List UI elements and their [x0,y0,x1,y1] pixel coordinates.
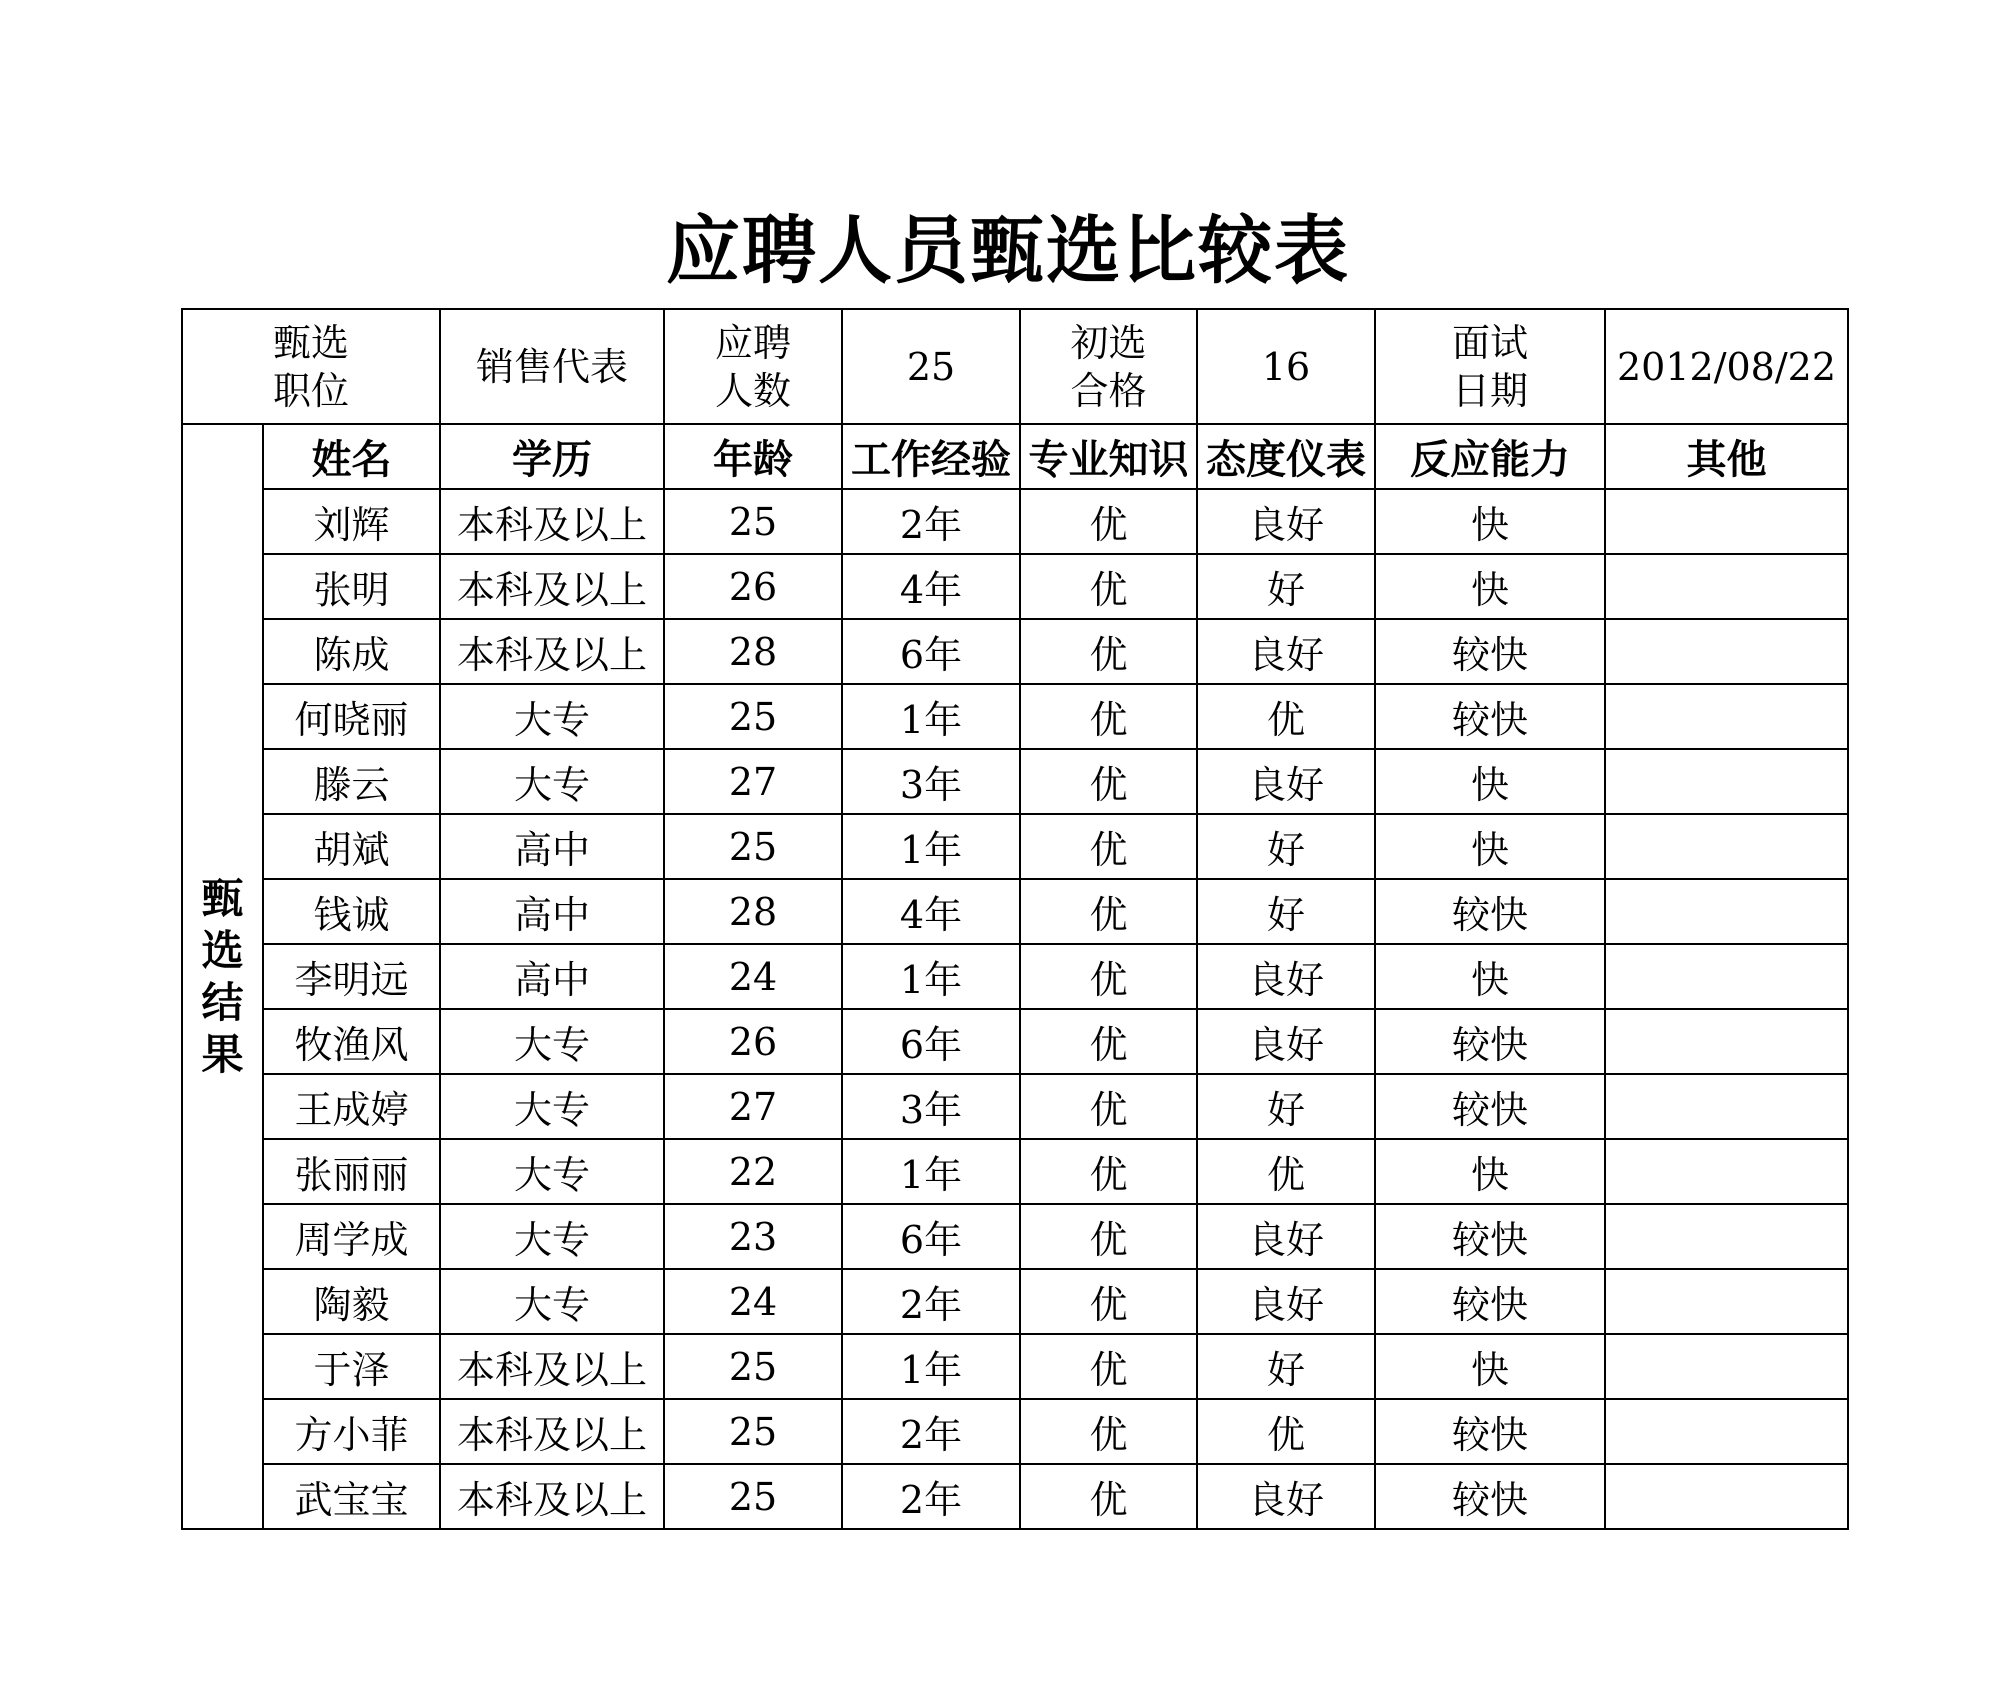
cell-attitude[interactable]: 好 [1197,554,1375,619]
cell-other[interactable] [1605,879,1848,944]
cell-response[interactable]: 较快 [1375,1464,1605,1529]
cell-age[interactable]: 24 [664,1269,842,1334]
applicants-value[interactable]: 25 [842,309,1020,424]
cell-experience[interactable]: 4年 [842,554,1020,619]
interview-label: 面试 日期 [1375,309,1605,424]
cell-experience[interactable]: 6年 [842,1204,1020,1269]
cell-response[interactable]: 较快 [1375,684,1605,749]
cell-other[interactable] [1605,1139,1848,1204]
cell-experience[interactable]: 3年 [842,749,1020,814]
cell-skill[interactable]: 优 [1020,1204,1197,1269]
table-row [182,1204,1848,1269]
cell-education[interactable]: 本科及以上 [440,1464,664,1529]
selection-table [181,308,1849,1530]
cell-name[interactable]: 张明 [263,554,440,619]
cell-experience[interactable]: 1年 [842,1334,1020,1399]
table-row [182,684,1848,749]
cell-age[interactable]: 27 [664,1074,842,1139]
cell-age[interactable]: 24 [664,944,842,1009]
applicants-label: 应聘 人数 [664,309,842,424]
cell-attitude[interactable]: 良好 [1197,1269,1375,1334]
cell-attitude[interactable]: 优 [1197,1399,1375,1464]
cell-education[interactable]: 大专 [440,1269,664,1334]
cell-name[interactable]: 周学成 [263,1204,440,1269]
cell-experience[interactable]: 2年 [842,1269,1020,1334]
cell-response[interactable]: 较快 [1375,879,1605,944]
column-header-skill: 专业知识 [1020,424,1197,489]
cell-other[interactable] [1605,944,1848,1009]
cell-experience[interactable]: 1年 [842,684,1020,749]
cell-age[interactable]: 27 [664,749,842,814]
cell-attitude[interactable]: 好 [1197,1334,1375,1399]
cell-other[interactable] [1605,1009,1848,1074]
cell-education[interactable]: 大专 [440,1074,664,1139]
column-header-education: 学历 [440,424,664,489]
cell-attitude[interactable]: 优 [1197,1139,1375,1204]
position-label: 甄选 职位 [182,309,440,424]
cell-education[interactable]: 大专 [440,749,664,814]
table-row [182,1009,1848,1074]
cell-age[interactable]: 25 [664,1464,842,1529]
cell-education[interactable]: 本科及以上 [440,1334,664,1399]
cell-response[interactable]: 较快 [1375,1269,1605,1334]
cell-other[interactable] [1605,1464,1848,1529]
cell-education[interactable]: 本科及以上 [440,619,664,684]
cell-attitude[interactable]: 好 [1197,879,1375,944]
cell-attitude[interactable]: 良好 [1197,1009,1375,1074]
cell-other[interactable] [1605,1334,1848,1399]
cell-age[interactable]: 26 [664,554,842,619]
cell-skill[interactable]: 优 [1020,554,1197,619]
cell-skill[interactable]: 优 [1020,1399,1197,1464]
passed-value[interactable]: 16 [1197,309,1375,424]
cell-age[interactable]: 23 [664,1204,842,1269]
column-header-age: 年龄 [664,424,842,489]
cell-response[interactable]: 较快 [1375,1009,1605,1074]
cell-skill[interactable]: 优 [1020,489,1197,554]
cell-age[interactable]: 25 [664,1334,842,1399]
cell-attitude[interactable]: 优 [1197,684,1375,749]
page-title: 应聘人员甄选比较表 [666,208,1350,294]
table-row [182,1464,1848,1529]
cell-skill[interactable]: 优 [1020,684,1197,749]
cell-response[interactable]: 较快 [1375,1399,1605,1464]
cell-experience[interactable]: 1年 [842,1139,1020,1204]
cell-attitude[interactable]: 良好 [1197,489,1375,554]
column-header-name: 姓名 [263,424,440,489]
table-row [182,814,1848,879]
cell-name[interactable]: 武宝宝 [263,1464,440,1529]
cell-education[interactable]: 本科及以上 [440,1399,664,1464]
cell-name[interactable]: 钱诚 [263,879,440,944]
cell-age[interactable]: 25 [664,1399,842,1464]
cell-experience[interactable]: 2年 [842,489,1020,554]
cell-experience[interactable]: 2年 [842,1464,1020,1529]
table-row [182,1399,1848,1464]
cell-experience[interactable]: 2年 [842,1399,1020,1464]
cell-response[interactable]: 快 [1375,944,1605,1009]
cell-experience[interactable]: 4年 [842,879,1020,944]
cell-other[interactable] [1605,814,1848,879]
table-row [182,1139,1848,1204]
column-header-response: 反应能力 [1375,424,1605,489]
cell-attitude[interactable]: 良好 [1197,1464,1375,1529]
cell-name[interactable]: 李明远 [263,944,440,1009]
cell-education[interactable]: 高中 [440,814,664,879]
cell-experience[interactable]: 6年 [842,1009,1020,1074]
cell-attitude[interactable]: 良好 [1197,1204,1375,1269]
cell-skill[interactable]: 优 [1020,879,1197,944]
cell-education[interactable]: 大专 [440,1139,664,1204]
cell-experience[interactable]: 6年 [842,619,1020,684]
passed-label: 初选 合格 [1020,309,1197,424]
cell-skill[interactable]: 优 [1020,1464,1197,1529]
cell-skill[interactable]: 优 [1020,814,1197,879]
side-label-screening-result: 甄 选 结 果 [182,424,263,1529]
cell-name[interactable]: 滕云 [263,749,440,814]
column-header-row [182,424,1848,489]
cell-age[interactable]: 25 [664,684,842,749]
cell-name[interactable]: 张丽丽 [263,1139,440,1204]
cell-name[interactable]: 于泽 [263,1334,440,1399]
cell-age[interactable]: 25 [664,489,842,554]
cell-age[interactable]: 26 [664,1009,842,1074]
column-header-attitude: 态度仪表 [1197,424,1375,489]
cell-age[interactable]: 22 [664,1139,842,1204]
summary-row [182,309,1848,424]
cell-name[interactable]: 刘辉 [263,489,440,554]
cell-education[interactable]: 大专 [440,1009,664,1074]
column-header-other: 其他 [1605,424,1848,489]
cell-skill[interactable]: 优 [1020,944,1197,1009]
cell-name[interactable]: 胡斌 [263,814,440,879]
cell-education[interactable]: 大专 [440,684,664,749]
table-row [182,619,1848,684]
cell-other[interactable] [1605,1269,1848,1334]
cell-response[interactable]: 快 [1375,554,1605,619]
cell-response[interactable]: 较快 [1375,1204,1605,1269]
cell-education[interactable]: 本科及以上 [440,489,664,554]
cell-experience[interactable]: 1年 [842,944,1020,1009]
cell-name[interactable]: 牧渔风 [263,1009,440,1074]
table-row [182,1269,1848,1334]
cell-other[interactable] [1605,684,1848,749]
cell-name[interactable]: 何晓丽 [263,684,440,749]
cell-other[interactable] [1605,749,1848,814]
cell-name[interactable]: 方小菲 [263,1399,440,1464]
cell-skill[interactable]: 优 [1020,1269,1197,1334]
cell-attitude[interactable]: 好 [1197,1074,1375,1139]
cell-education[interactable]: 高中 [440,879,664,944]
table-row [182,554,1848,619]
cell-age[interactable]: 25 [664,814,842,879]
cell-name[interactable]: 王成婷 [263,1074,440,1139]
cell-response[interactable]: 较快 [1375,1074,1605,1139]
table-row [182,1334,1848,1399]
cell-education[interactable]: 大专 [440,1204,664,1269]
cell-other[interactable] [1605,1204,1848,1269]
interview-date-value[interactable]: 2012/08/22 [1605,309,1848,424]
cell-attitude[interactable]: 良好 [1197,944,1375,1009]
position-value[interactable]: 销售代表 [440,309,664,424]
cell-attitude[interactable]: 好 [1197,814,1375,879]
cell-age[interactable]: 28 [664,879,842,944]
cell-attitude[interactable]: 良好 [1197,619,1375,684]
table-row [182,749,1848,814]
cell-attitude[interactable]: 良好 [1197,749,1375,814]
column-header-experience: 工作经验 [842,424,1020,489]
cell-response[interactable]: 快 [1375,749,1605,814]
cell-other[interactable] [1605,1074,1848,1139]
cell-skill[interactable]: 优 [1020,1009,1197,1074]
table-row [182,879,1848,944]
cell-response[interactable]: 快 [1375,1139,1605,1204]
cell-skill[interactable]: 优 [1020,1074,1197,1139]
cell-response[interactable]: 快 [1375,489,1605,554]
cell-age[interactable]: 28 [664,619,842,684]
cell-skill[interactable]: 优 [1020,749,1197,814]
cell-skill[interactable]: 优 [1020,1334,1197,1399]
table-row [182,944,1848,1009]
table-row [182,1074,1848,1139]
table-row [182,489,1848,554]
cell-other[interactable] [1605,1399,1848,1464]
cell-skill[interactable]: 优 [1020,1139,1197,1204]
cell-education[interactable]: 高中 [440,944,664,1009]
cell-response[interactable]: 快 [1375,814,1605,879]
cell-other[interactable] [1605,619,1848,684]
cell-response[interactable]: 较快 [1375,619,1605,684]
cell-name[interactable]: 陈成 [263,619,440,684]
cell-name[interactable]: 陶毅 [263,1269,440,1334]
cell-experience[interactable]: 1年 [842,814,1020,879]
cell-skill[interactable]: 优 [1020,619,1197,684]
cell-response[interactable]: 快 [1375,1334,1605,1399]
cell-education[interactable]: 本科及以上 [440,554,664,619]
cell-experience[interactable]: 3年 [842,1074,1020,1139]
cell-other[interactable] [1605,489,1848,554]
cell-other[interactable] [1605,554,1848,619]
